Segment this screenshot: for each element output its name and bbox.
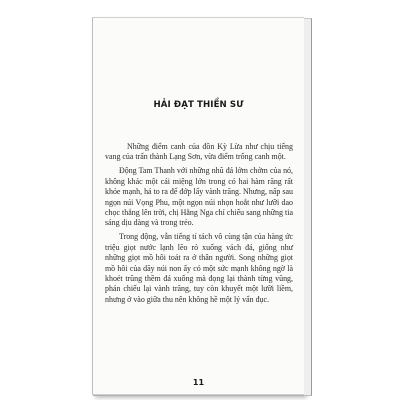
body-paragraph-2: Động Tam Thanh với những nhũ đá lởm chởm của nó, không khác một cái miệng lớn trong có hai hàm răng rất khỏe mạnh, há to ra để đớp lấy vành trăng. Nhưng, nấp sau ngọn núi Vọng Phu, một ngọn núi nhọn hoắt như lưỡi dao chọc thẳng lên trời, chị Hằng Nga chỉ chiếu sang những tia sáng dịu dàng và trong trẻo. xyxy=(105,166,293,228)
page-edge-shadow xyxy=(304,18,312,396)
chapter-body-text xyxy=(105,142,293,309)
body-paragraph-3: Trong động, vẫn tiếng tí tách vô cùng tận của hàng ức triệu giọt nước lạnh lẽo rỏ xuống vách đá, giống như những giọt mồ hôi toát ra ở thân người. Song những giọt mồ hôi của dãy núi non ấy có một sức mạnh không ngờ là khoét trũng thềm đá xuống mà đọng lại thành từng vũng, phản chiếu lại vành trăng, tuy còn khuyết một lưỡi liềm, nhưng ở vào giữa thu nên không hề một lý vẩn đục. xyxy=(105,232,293,304)
page-number: 11 xyxy=(192,378,205,387)
book-page xyxy=(92,17,304,395)
chapter-title: HẢI ĐẠT THIỀN SƯ xyxy=(153,100,244,110)
body-paragraph-1: Những điểm canh của đồn Kỳ Lừa như chịu tiếng vang của trấn thành Lạng Sơn, vừa điểm trống canh một. xyxy=(105,142,293,162)
